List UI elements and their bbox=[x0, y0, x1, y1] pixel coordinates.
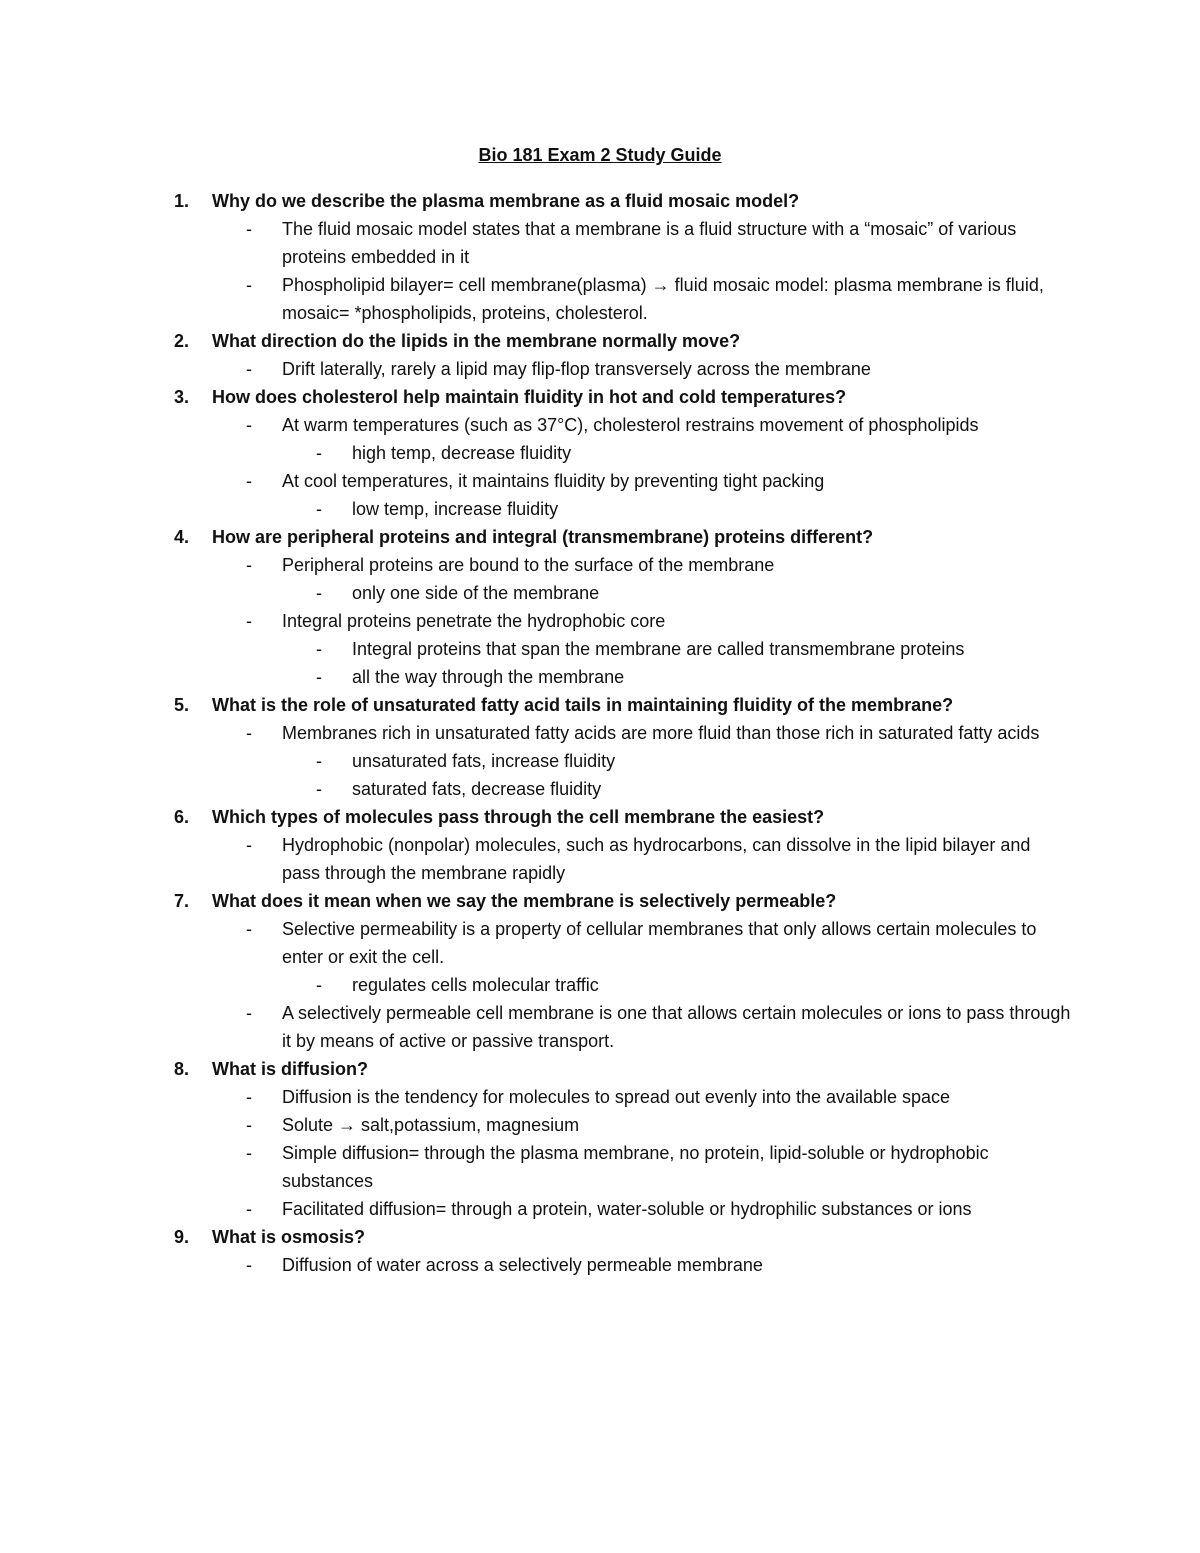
bullet-text: Membranes rich in unsaturated fatty acids are more fluid than those rich in saturated fatty acids bbox=[282, 723, 1040, 743]
dash-bullet-icon: - bbox=[246, 1115, 252, 1135]
bullet-text: unsaturated fats, increase fluidity bbox=[352, 751, 616, 771]
bullet-text: The fluid mosaic model states that a membrane is a fluid structure with a “mosaic” of various proteins embedded in it bbox=[282, 219, 1017, 267]
bullet-item bbox=[0, 355, 1200, 383]
sub-bullet-item bbox=[0, 439, 1200, 467]
question-row bbox=[0, 691, 1200, 719]
question-text: What is osmosis? bbox=[212, 1227, 366, 1247]
question-row bbox=[0, 1055, 1200, 1083]
bullet-item bbox=[0, 915, 1200, 971]
bullet-text: saturated fats, decrease fluidity bbox=[352, 779, 602, 799]
sub-bullet-item bbox=[0, 663, 1200, 691]
question-number: 9. bbox=[174, 1227, 190, 1247]
dash-bullet-icon: - bbox=[246, 275, 252, 295]
question-number: 3. bbox=[174, 387, 190, 407]
dash-bullet-icon: - bbox=[316, 667, 322, 687]
bullet-text: Integral proteins that span the membrane are called transmembrane proteins bbox=[352, 639, 965, 659]
bullet-text: Selective permeability is a property of cellular membranes that only allows certain molecules to enter or exit the cell. bbox=[282, 919, 1037, 967]
sub-bullet-item bbox=[0, 775, 1200, 803]
dash-bullet-icon: - bbox=[316, 499, 322, 519]
bullet-text: A selectively permeable cell membrane is one that allows certain molecules or ions to pass through it by means of active or passive transport. bbox=[282, 1003, 1071, 1051]
dash-bullet-icon: - bbox=[316, 751, 322, 771]
question-text: What is diffusion? bbox=[212, 1059, 368, 1079]
sub-bullet-item bbox=[0, 635, 1200, 663]
bullet-text: At cool temperatures, it maintains fluidity by preventing tight packing bbox=[282, 471, 825, 491]
dash-bullet-icon: - bbox=[246, 1143, 252, 1163]
dash-bullet-icon: - bbox=[246, 1087, 252, 1107]
dash-bullet-icon: - bbox=[246, 919, 252, 939]
bullet-text: Peripheral proteins are bound to the surface of the membrane bbox=[282, 555, 775, 575]
question-row bbox=[0, 383, 1200, 411]
bullet-item bbox=[0, 411, 1200, 439]
bullet-text: Simple diffusion= through the plasma membrane, no protein, lipid-soluble or hydrophobic substances bbox=[282, 1143, 989, 1191]
bullet-item bbox=[0, 551, 1200, 579]
bullet-item bbox=[0, 831, 1200, 887]
bullet-text: Diffusion is the tendency for molecules to spread out evenly into the available space bbox=[282, 1087, 951, 1107]
bullet-item bbox=[0, 1195, 1200, 1223]
bullet-text: regulates cells molecular traffic bbox=[352, 975, 599, 995]
question-text: How are peripheral proteins and integral (transmembrane) proteins different? bbox=[212, 527, 874, 547]
dash-bullet-icon: - bbox=[316, 639, 322, 659]
bullet-text: Diffusion of water across a selectively permeable membrane bbox=[282, 1255, 763, 1275]
bullet-text: high temp, decrease fluidity bbox=[352, 443, 572, 463]
dash-bullet-icon: - bbox=[246, 723, 252, 743]
document-title: Bio 181 Exam 2 Study Guide bbox=[478, 145, 722, 165]
question-number: 8. bbox=[174, 1059, 190, 1079]
bullet-item bbox=[0, 999, 1200, 1055]
dash-bullet-icon: - bbox=[316, 975, 322, 995]
bullet-item bbox=[0, 215, 1200, 271]
question-number: 6. bbox=[174, 807, 190, 827]
bullet-item bbox=[0, 271, 1200, 327]
dash-bullet-icon: - bbox=[316, 443, 322, 463]
question-text: How does cholesterol help maintain fluidity in hot and cold temperatures? bbox=[212, 387, 847, 407]
bullet-item bbox=[0, 1139, 1200, 1195]
question-text: What does it mean when we say the membrane is selectively permeable? bbox=[212, 891, 837, 911]
question-number: 1. bbox=[174, 191, 190, 211]
sub-bullet-item bbox=[0, 747, 1200, 775]
bullet-item bbox=[0, 467, 1200, 495]
dash-bullet-icon: - bbox=[316, 779, 322, 799]
dash-bullet-icon: - bbox=[246, 1199, 252, 1219]
question-number: 5. bbox=[174, 695, 190, 715]
question-row bbox=[0, 1223, 1200, 1251]
bullet-text: Hydrophobic (nonpolar) molecules, such as hydrocarbons, can dissolve in the lipid bilayer and pass through the membrane rapidly bbox=[282, 835, 1031, 883]
question-number: 7. bbox=[174, 891, 190, 911]
dash-bullet-icon: - bbox=[246, 415, 252, 435]
question-text: What is the role of unsaturated fatty acid tails in maintaining fluidity of the membrane? bbox=[212, 695, 954, 715]
sub-bullet-item bbox=[0, 579, 1200, 607]
dash-bullet-icon: - bbox=[246, 219, 252, 239]
dash-bullet-icon: - bbox=[246, 611, 252, 631]
dash-bullet-icon: - bbox=[246, 359, 252, 379]
bullet-text: At warm temperatures (such as 37°C), cholesterol restrains movement of phospholipids bbox=[282, 415, 979, 435]
bullet-item bbox=[0, 1111, 1200, 1139]
bullet-item bbox=[0, 719, 1200, 747]
question-list bbox=[0, 187, 1200, 1279]
dash-bullet-icon: - bbox=[246, 1255, 252, 1275]
bullet-item bbox=[0, 607, 1200, 635]
sub-bullet-item bbox=[0, 971, 1200, 999]
question-row bbox=[0, 887, 1200, 915]
bullet-text: low temp, increase fluidity bbox=[352, 499, 559, 519]
bullet-text: all the way through the membrane bbox=[352, 667, 625, 687]
dash-bullet-icon: - bbox=[316, 583, 322, 603]
question-row bbox=[0, 803, 1200, 831]
dash-bullet-icon: - bbox=[246, 835, 252, 855]
bullet-item bbox=[0, 1083, 1200, 1111]
question-row bbox=[0, 187, 1200, 215]
question-text: Why do we describe the plasma membrane as a fluid mosaic model? bbox=[212, 191, 800, 211]
question-row bbox=[0, 523, 1200, 551]
bullet-text: only one side of the membrane bbox=[352, 583, 600, 603]
bullet-item bbox=[0, 1251, 1200, 1279]
question-row bbox=[0, 327, 1200, 355]
question-number: 2. bbox=[174, 331, 190, 351]
sub-bullet-item bbox=[0, 495, 1200, 523]
dash-bullet-icon: - bbox=[246, 555, 252, 575]
question-number: 4. bbox=[174, 527, 190, 547]
dash-bullet-icon: - bbox=[246, 1003, 252, 1023]
question-text: What direction do the lipids in the membrane normally move? bbox=[212, 331, 741, 351]
bullet-text: Drift laterally, rarely a lipid may flip-flop transversely across the membrane bbox=[282, 359, 871, 379]
dash-bullet-icon: - bbox=[246, 471, 252, 491]
bullet-text: Solute → salt,potassium, magnesium bbox=[282, 1115, 580, 1135]
bullet-text: Integral proteins penetrate the hydrophobic core bbox=[282, 611, 666, 631]
question-text: Which types of molecules pass through the cell membrane the easiest? bbox=[212, 807, 825, 827]
bullet-text: Phospholipid bilayer= cell membrane(plasma) → fluid mosaic model: plasma membrane is fluid, mosaic= *phospholipids, proteins, cholesterol. bbox=[282, 275, 1044, 323]
bullet-text: Facilitated diffusion= through a protein, water-soluble or hydrophilic substances or ions bbox=[282, 1199, 972, 1219]
